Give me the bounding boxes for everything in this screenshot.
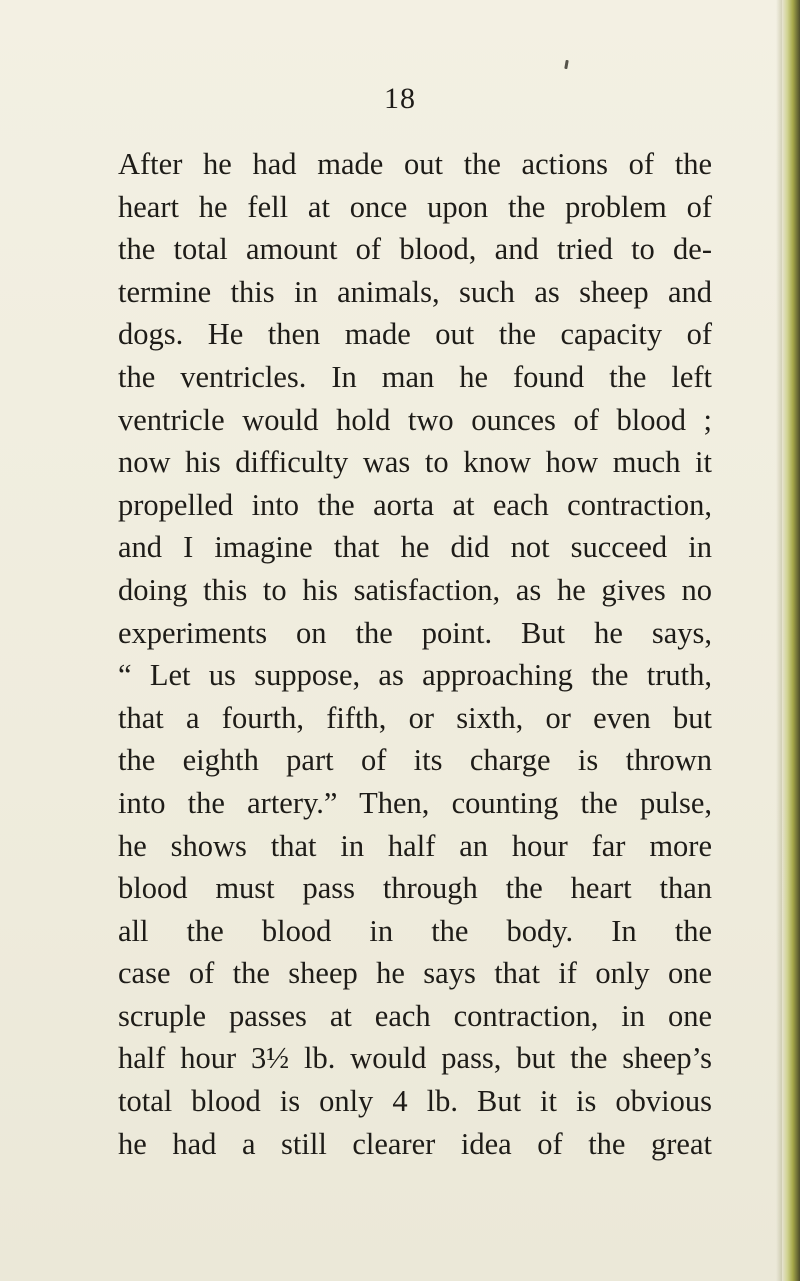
text-line: “ Let us suppose, as approaching the truth, xyxy=(118,658,712,693)
text-line: heart he fell at once upon the problem of xyxy=(118,189,712,224)
body-text xyxy=(118,143,712,1165)
text-line: and I imagine that he did not succeed in xyxy=(118,530,712,565)
text-line: After he had made out the actions of the xyxy=(118,147,712,181)
text-line: dogs. He then made out the capacity of xyxy=(118,317,712,352)
text-line: propelled into the aorta at each contraction, xyxy=(118,487,712,522)
page-number: 18 xyxy=(384,82,416,115)
text-line: scruple passes at each contraction, in one xyxy=(118,998,712,1033)
text-line: he had a still clearer idea of the great xyxy=(118,1126,712,1161)
text-line: he shows that in half an hour far more xyxy=(118,828,712,863)
text-line: that a fourth, fifth, or sixth, or even but xyxy=(118,700,712,735)
ink-speck xyxy=(564,60,569,69)
page-edge xyxy=(782,0,800,1281)
text-line: half hour 3½ lb. would pass, but the sheep’s xyxy=(118,1041,712,1076)
text-line: the eighth part of its charge is thrown xyxy=(118,743,712,778)
text-line: blood must pass through the heart than xyxy=(118,871,712,906)
text-line: experiments on the point. But he says, xyxy=(118,615,712,650)
text-line: now his difficulty was to know how much it xyxy=(118,445,712,480)
text-line: termine this in animals, such as sheep and xyxy=(118,274,712,309)
text-line: into the artery.” Then, counting the pulse, xyxy=(118,785,712,820)
text-line: doing this to his satisfaction, as he gives no xyxy=(118,572,712,607)
text-line: the ventricles. In man he found the left xyxy=(118,359,712,394)
text-line: the total amount of blood, and tried to de- xyxy=(118,232,712,267)
text-line: total blood is only 4 lb. But it is obvious xyxy=(118,1084,712,1119)
text-line: case of the sheep he says that if only one xyxy=(118,956,712,991)
text-line: all the blood in the body. In the xyxy=(118,913,712,948)
text-line: ventricle would hold two ounces of blood ; xyxy=(118,402,712,437)
